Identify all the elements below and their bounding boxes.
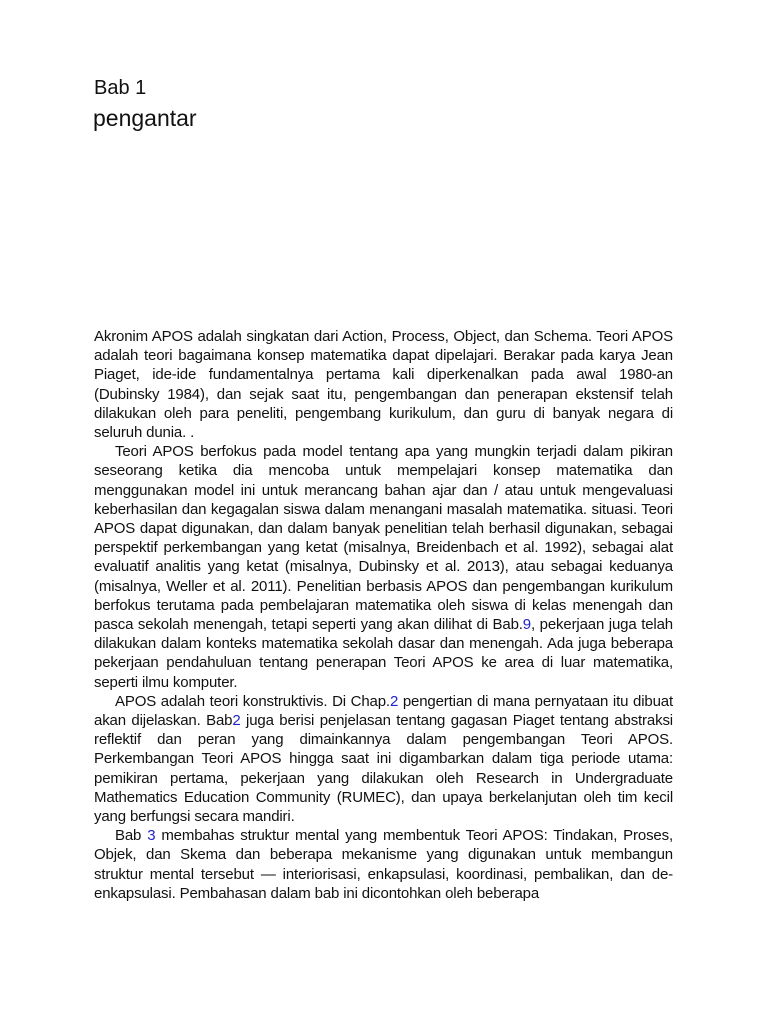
paragraph-text: membahas struktur mental yang membentuk Teori APOS: Tindakan, Proses, Objek, dan Skema dan beberapa mekanisme yang digunakan untuk membangun struktur mental tersebut — interiorisasi, enkapsulasi, koordinasi, pembalikan, dan de-enkapsulasi. Pembahasan dalam bab ini dicontohkan oleh beberapa: [94, 827, 673, 902]
paragraph-text: APOS adalah teori konstruktivis. Di Chap.: [115, 692, 390, 710]
paragraph-text: , pekerjaan juga telah dilakukan dalam konteks matematika sekolah dasar dan menengah. Ada juga beberapa pekerjaan pendahuluan tentang penerapan Teori APOS ke area di luar matematika, seperti ilmu komputer.: [94, 616, 673, 691]
paragraph-text: pengertian di mana pernyataan itu dibuat akan dijelaskan. Bab: [94, 692, 673, 730]
paragraph-intro: Akronim APOS adalah singkatan dari Action, Process, Object, dan Schema. Teori APOS adalah teori bagaimana konsep matematika dapat dipelajari. Berakar pada karya Jean Piaget, ide-ide fundamentalnya pertama kali diperkenalkan pada awal 1980-an (Dubinsky 1984), dan sejak saat itu, pengembangan dan penerapan ekstensif telah dilakukan oleh para peneliti, pengembang kurikulum, dan guru di banyak negara di seluruh dunia. .: [94, 328, 673, 442]
paragraph-structures: [94, 826, 673, 903]
chapter-label: Bab 1: [94, 77, 147, 99]
chapter-title: pengantar: [93, 105, 197, 131]
paragraph-constructivist: [94, 692, 673, 826]
chapter-link[interactable]: 2: [389, 692, 399, 710]
chapter-link[interactable]: 3: [147, 827, 156, 845]
paragraph-text: juga berisi penjelasan tentang gagasan Piaget tentang abstraksi reflektif dan peran yang dimainkannya dalam pengembangan Teori APOS. Perkembangan Teori APOS hingga saat ini digambarkan dalam tiga periode utama: pemikiran pertama, pekerjaan yang dilakukan oleh Research in Undergraduate Mathematics Education Community (RUMEC), dan upaya berkelanjutan oleh tim kecil yang berfungsi secara mandiri.: [94, 712, 673, 826]
paragraph-focus: [94, 442, 673, 692]
chapter-link[interactable]: 2: [232, 712, 241, 730]
paragraph-text: Bab: [115, 827, 148, 845]
chapter-link[interactable]: 9: [522, 616, 531, 634]
body-text: [94, 327, 673, 903]
paragraph-text: Teori APOS berfokus pada model tentang apa yang mungkin terjadi dalam pikiran seseorang ketika dia mencoba untuk mempelajari konsep matematika dan menggunakan model ini untuk merancang bahan ajar dan / atau untuk mengevaluasi keberhasilan dan kegagalan siswa dalam menangani masalah matematika. situasi. Teori APOS dapat digunakan, dan dalam banyak penelitian telah berhasil digunakan, sebagai perspektif perkembangan yang ketat (misalnya, Breidenbach et al. 1992), sebagai alat evaluatif analitis yang ketat (misalnya, Dubinsky et al. 2013), atau sebagai keduanya (misalnya, Weller et al. 2011). Penelitian berbasis APOS dan pengembangan kurikulum berfokus terutama pada pembelajaran matematika oleh siswa di kelas menengah dan pasca sekolah menengah, tetapi seperti yang akan dilihat di Bab.: [94, 443, 673, 634]
